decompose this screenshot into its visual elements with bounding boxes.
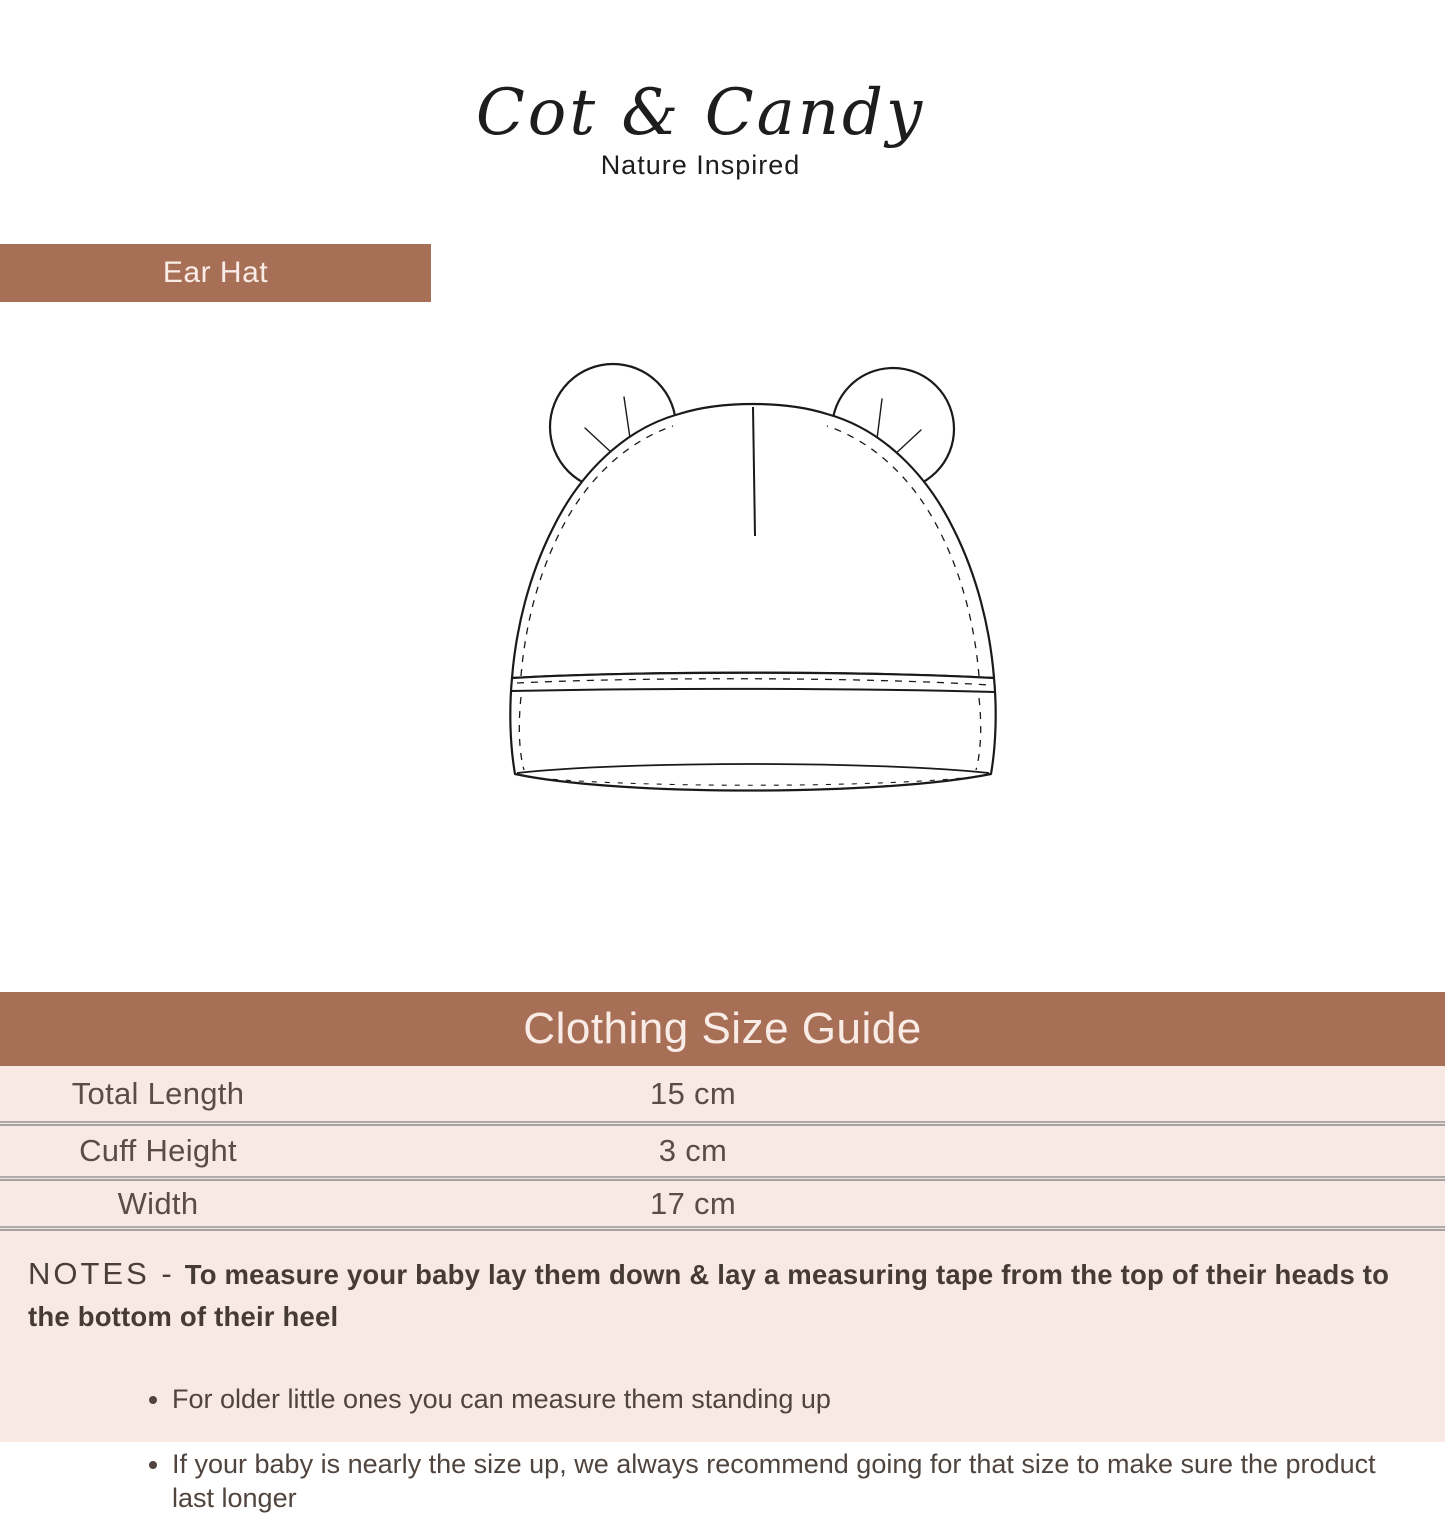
size-row-value: 17 cm [650,1185,736,1221]
row-divider [0,1226,1445,1231]
size-row-value: 15 cm [650,1075,736,1111]
brand-tagline: Nature Inspired [600,150,801,181]
size-row-value: 3 cm [658,1133,728,1168]
size-table [0,1066,1445,1231]
table-row [0,1126,1445,1176]
size-guide-title: Clothing Size Guide [523,1004,922,1053]
table-row [0,1066,1445,1121]
ear-hat-drawing [503,360,997,805]
list-item: • If your baby is nearly the size up, we always recommend going for that size to make sure the product last longer [172,1447,1405,1515]
ear-hat-illustration [503,360,997,805]
size-row-label: Width [117,1185,199,1221]
brand-logo: Cot & Candy [475,76,926,150]
notes-bullet-list [0,1382,1405,1515]
brand-header [0,0,1445,181]
size-guide-panel [0,1066,1445,1513]
notes-line [28,1255,1409,1340]
notes-heading: NOTES - [28,1256,175,1291]
size-row-label: Cuff Height [79,1133,237,1168]
product-label: Ear Hat [162,256,269,289]
product-banner [0,244,431,302]
list-item: • For older little ones you can measure them standing up [172,1382,1405,1416]
size-row-label: Total Length [71,1075,245,1111]
size-guide-title-banner [0,992,1445,1066]
notes-lead-text: To measure your baby lay them down & lay a measuring tape from the top of their heads to the bottom of their heel [28,1259,1390,1332]
table-row [0,1181,1445,1226]
